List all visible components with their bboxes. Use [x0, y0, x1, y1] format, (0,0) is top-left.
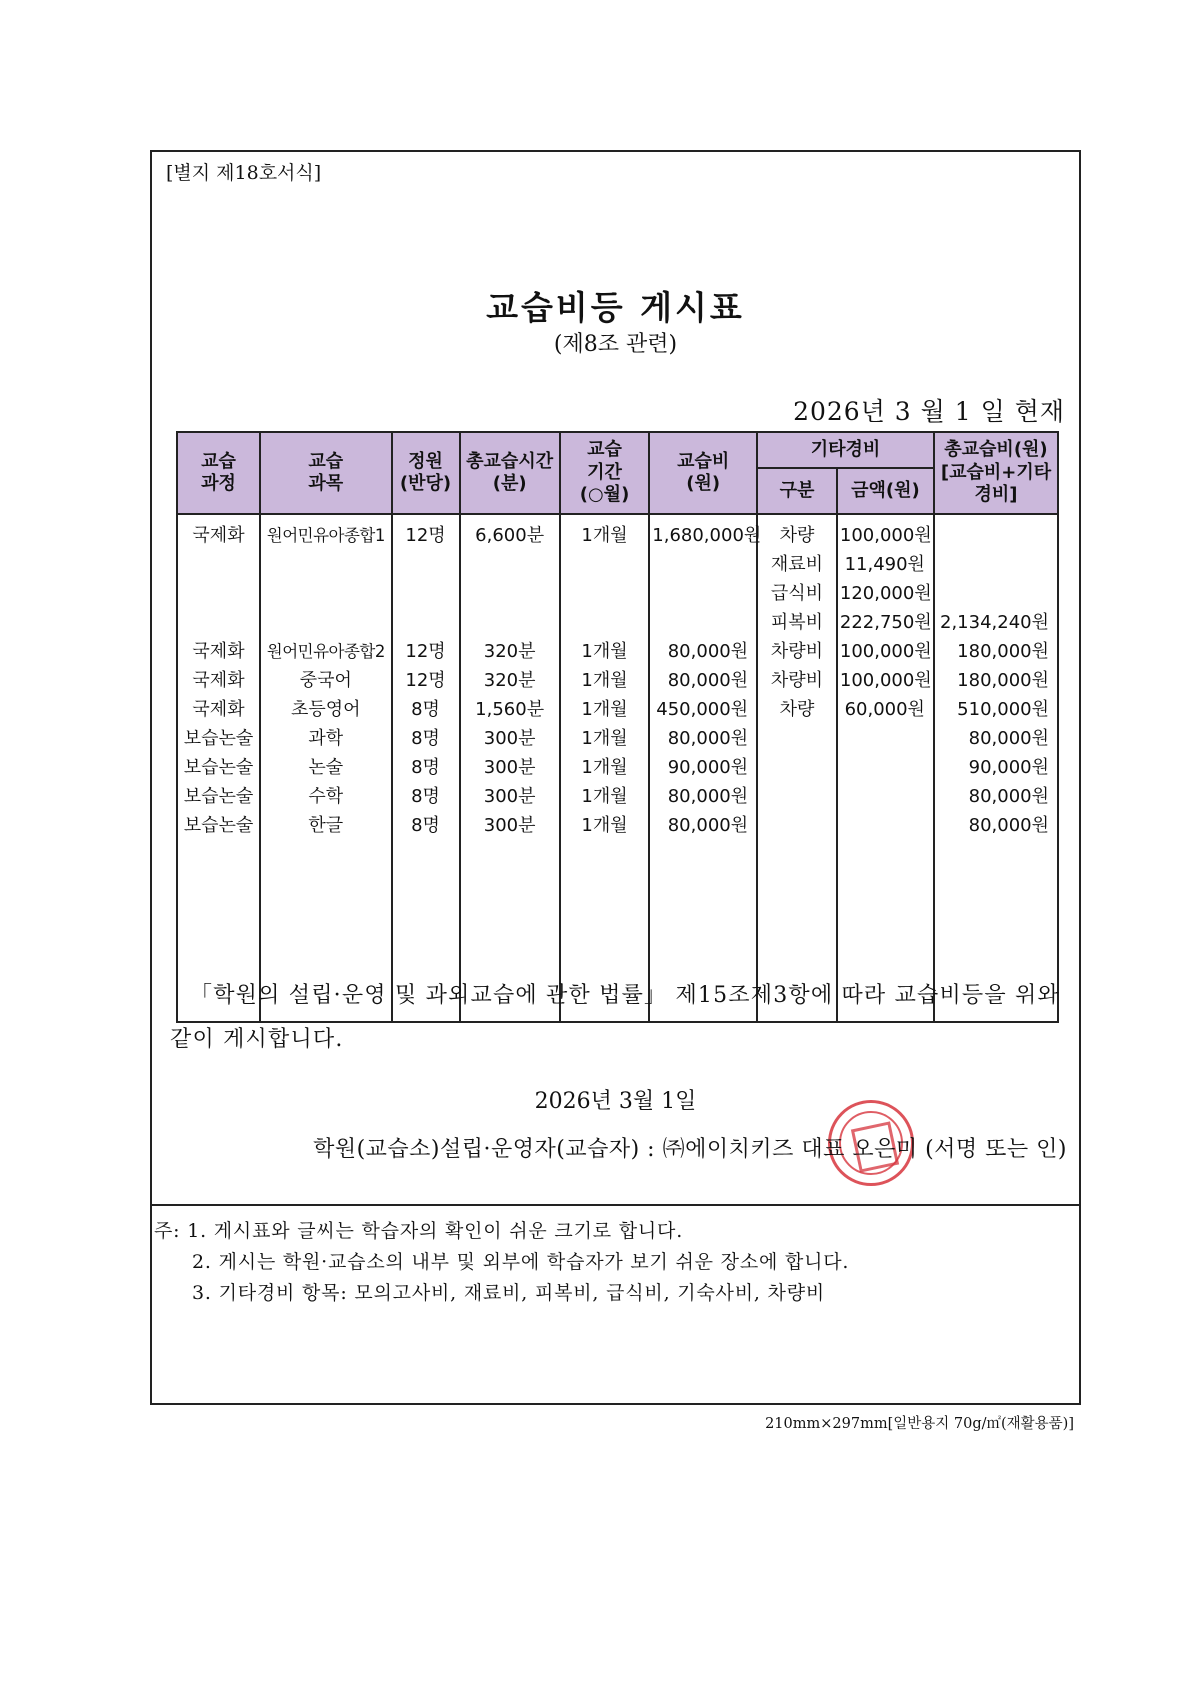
- cell-capacity: 8명: [411, 757, 440, 778]
- cell-time: [463, 550, 557, 579]
- cell-subject: 원어민유아종합1: [266, 526, 385, 545]
- cell-other-type: [760, 753, 834, 782]
- cell-course: [180, 579, 257, 608]
- cell-period: 1개월: [581, 786, 628, 807]
- cell-period: 1개월: [581, 728, 628, 749]
- cell-course: 보습논술: [183, 757, 254, 778]
- cell-subject: 과학: [308, 728, 344, 749]
- cell-time: 320분: [483, 670, 536, 691]
- cell-total: 180,000원: [957, 670, 1049, 691]
- cell-capacity: 8명: [411, 728, 440, 749]
- cell-subject: 초등영어: [291, 699, 361, 720]
- note-item: 2. 게시는 학원·교습소의 내부 및 외부에 학습자가 보기 쉬운 장소에 합니다.: [192, 1251, 850, 1273]
- cell-period: 1개월: [581, 525, 628, 546]
- cell-total: 180,000원: [957, 641, 1049, 662]
- cell-subject: [263, 550, 389, 579]
- cell-period: [563, 608, 647, 637]
- cell-capacity: 8명: [411, 815, 440, 836]
- cell-fee: 80,000원: [667, 670, 749, 691]
- cell-other-type: [760, 724, 834, 753]
- cell-period: 1개월: [581, 641, 628, 662]
- fee-column: [649, 514, 762, 1022]
- cell-period: 1개월: [581, 757, 628, 778]
- table-body-row: [177, 514, 1058, 1022]
- header-subject: 교습 과목: [260, 432, 392, 514]
- paper-spec: 210mm×297mm[일반용지 70g/㎡(재활용품)]: [765, 1416, 1074, 1432]
- cell-other-type: 차량비: [770, 641, 824, 662]
- subject-column: [260, 514, 392, 1022]
- cell-total: 80,000원: [968, 786, 1049, 807]
- course-column: [177, 514, 260, 1022]
- page-subtitle: (제8조 관련): [553, 332, 678, 357]
- cell-capacity: 12명: [405, 641, 446, 662]
- page-title: 교습비등 게시표: [486, 288, 745, 327]
- cell-period: [563, 550, 647, 579]
- header-fee: 교습비 (원): [649, 432, 757, 514]
- cell-course: 국제화: [192, 699, 245, 720]
- cell-course: [180, 608, 257, 637]
- cell-capacity: [395, 608, 457, 637]
- cell-course: 국제화: [192, 525, 245, 546]
- cell-time: [463, 608, 557, 637]
- cell-other-amount: [840, 724, 925, 753]
- cell-subject: 논술: [308, 757, 344, 778]
- cell-total: 2,134,240원: [940, 612, 1049, 633]
- cell-course: 국제화: [192, 641, 245, 662]
- cell-other-amount: 222,750원: [839, 612, 932, 633]
- other-amount-column: [837, 514, 934, 1022]
- cell-subject: 중국어: [299, 670, 352, 691]
- capacity-column: [392, 514, 460, 1022]
- cell-course: 보습논술: [183, 815, 254, 836]
- cell-other-amount: 120,000원: [839, 583, 932, 604]
- legal-statement: 「학원의 설립·운영 및 과외교습에 관한 법률」 제15조제3항에 따라 교습비등을 위와 같이 게시합니다.: [170, 983, 1060, 1052]
- cell-total: 90,000원: [968, 757, 1049, 778]
- signer-line: 학원(교습소)설립·운영자(교습자) : ㈜에이치키즈 대표 오은미 (서명 또는 인): [313, 1137, 1067, 1162]
- cell-subject: [263, 608, 389, 637]
- cell-total: [937, 521, 1049, 550]
- cell-period: [563, 579, 647, 608]
- cell-other-type: 차량비: [770, 670, 824, 691]
- notes-section: [152, 1204, 1079, 1309]
- cell-subject: 수학: [308, 786, 344, 807]
- sign-date: 2026년 3월 1일: [534, 1089, 697, 1114]
- cell-other-amount: 100,000원: [839, 525, 932, 546]
- cell-subject: [263, 579, 389, 608]
- form-frame: [150, 150, 1081, 1405]
- cell-period: 1개월: [581, 815, 628, 836]
- cell-total: 80,000원: [968, 728, 1049, 749]
- header-period: 교습 기간 (○월): [560, 432, 650, 514]
- cell-other-type: 피복비: [770, 612, 824, 633]
- cell-other-type: 재료비: [770, 554, 824, 575]
- cell-time: [463, 579, 557, 608]
- cell-subject: 원어민유아종합2: [266, 642, 385, 661]
- cell-other-amount: 11,490원: [844, 554, 925, 575]
- cell-fee: 90,000원: [667, 757, 749, 778]
- cell-fee: [652, 550, 748, 579]
- cell-other-amount: 100,000원: [839, 670, 932, 691]
- form-number: [별지 제18호서식]: [166, 162, 322, 184]
- cell-capacity: 12명: [405, 670, 446, 691]
- cell-capacity: [395, 579, 457, 608]
- period-column: [560, 514, 650, 1022]
- cell-other-type: 차량: [779, 525, 815, 546]
- cell-other-type: 급식비: [770, 583, 824, 604]
- cell-course: [180, 550, 257, 579]
- cell-total: 80,000원: [968, 815, 1049, 836]
- cell-other-amount: [840, 753, 925, 782]
- cell-fee: 1,680,000원: [652, 525, 762, 546]
- cell-other-amount: [840, 782, 925, 811]
- cell-fee: 450,000원: [656, 699, 749, 720]
- cell-period: 1개월: [581, 670, 628, 691]
- cell-course: 보습논술: [183, 728, 254, 749]
- cell-total: [937, 550, 1049, 579]
- cell-period: 1개월: [581, 699, 628, 720]
- cell-time: 6,600분: [475, 525, 545, 546]
- header-other-expenses: 기타경비: [757, 432, 934, 468]
- cell-other-amount: 60,000원: [844, 699, 925, 720]
- cell-subject: 한글: [308, 815, 344, 836]
- cell-fee: [652, 579, 748, 608]
- cell-fee: 80,000원: [667, 786, 749, 807]
- cell-capacity: 8명: [411, 786, 440, 807]
- cell-fee: 80,000원: [667, 641, 749, 662]
- as-of-date: 2026년 3 월 1 일 현재: [793, 397, 1065, 426]
- cell-course: 보습논술: [183, 786, 254, 807]
- cell-time: 300분: [483, 786, 536, 807]
- cell-total: [937, 579, 1049, 608]
- cell-total: 510,000원: [957, 699, 1049, 720]
- header-capacity: 정원 (반당): [392, 432, 460, 514]
- cell-capacity: 12명: [405, 525, 446, 546]
- cell-other-type: [760, 782, 834, 811]
- cell-other-amount: 100,000원: [839, 641, 932, 662]
- cell-capacity: 8명: [411, 699, 440, 720]
- cell-other-type: [760, 811, 834, 840]
- total-column: [934, 514, 1058, 1022]
- cell-fee: [652, 608, 748, 637]
- header-other-amount: 금액(원): [837, 468, 934, 514]
- cell-fee: 80,000원: [667, 815, 749, 836]
- time-column: [460, 514, 560, 1022]
- cell-other-amount: [840, 811, 925, 840]
- header-course: 교습 과정: [177, 432, 260, 514]
- note-item: 3. 기타경비 항목: 모의고사비, 재료비, 피복비, 급식비, 기숙사비, 차량비: [192, 1282, 826, 1304]
- cell-fee: 80,000원: [667, 728, 749, 749]
- cell-course: 국제화: [192, 670, 245, 691]
- header-total-fee: 총교습비(원) [교습비+기타 경비]: [934, 432, 1058, 514]
- header-other-type: 구분: [757, 468, 837, 514]
- other-type-column: [757, 514, 837, 1022]
- cell-capacity: [395, 550, 457, 579]
- cell-time: 300분: [483, 815, 536, 836]
- cell-other-type: 차량: [779, 699, 815, 720]
- cell-time: 1,560분: [475, 699, 545, 720]
- cell-time: 300분: [483, 728, 536, 749]
- header-total-time: 총교습시간 (분): [460, 432, 560, 514]
- fee-table: [176, 431, 1059, 1023]
- cell-time: 320분: [483, 641, 536, 662]
- note-item: 주: 1. 게시표와 글씨는 학습자의 확인이 쉬운 크기로 합니다.: [154, 1220, 684, 1242]
- cell-time: 300분: [483, 757, 536, 778]
